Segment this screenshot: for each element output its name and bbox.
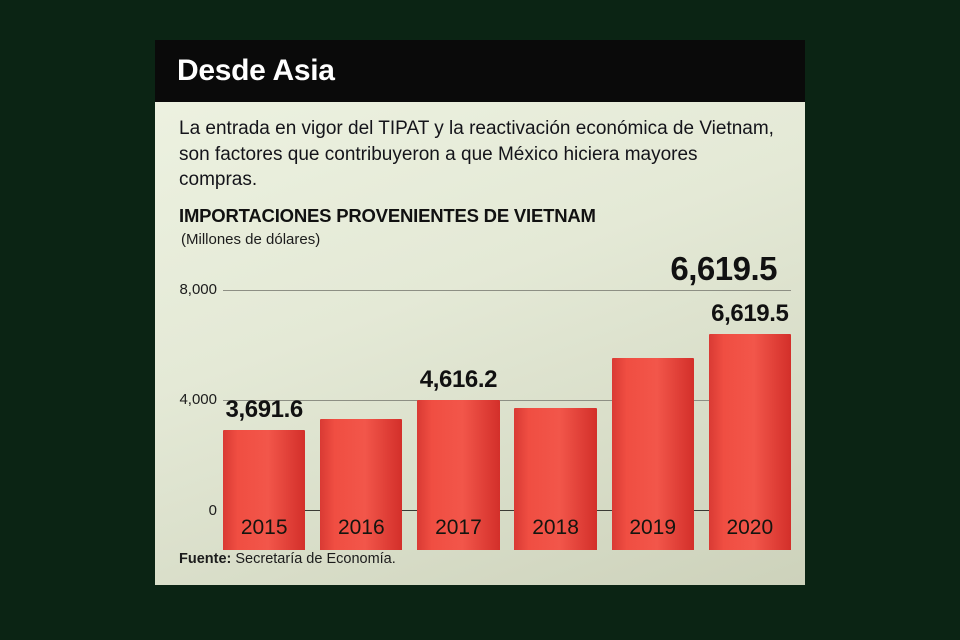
bar-slot-2015	[223, 290, 305, 550]
infographic-header	[155, 40, 805, 102]
bar-slot-2016	[320, 290, 402, 550]
xtick-2019: 2019	[629, 515, 677, 539]
ytick-label-8000: 8,000	[179, 280, 217, 298]
highlight-value-label: 6,619.5	[670, 249, 777, 287]
page-title: Desde Asia	[177, 54, 335, 87]
source-text: Secretaría de Economía.	[231, 551, 396, 567]
source-label: Fuente:	[179, 551, 232, 567]
bar-slot-2020	[709, 290, 791, 550]
infographic-card	[155, 40, 805, 585]
ytick-label-0: 0	[208, 501, 217, 519]
chart-subtitle: (Millones de dólares)	[181, 230, 321, 248]
bar-slot-2018	[514, 290, 596, 550]
bar-value-label-2017: 4,616.2	[419, 365, 498, 393]
xtick-2018: 2018	[532, 515, 579, 539]
xtick-2017: 2017	[435, 515, 482, 539]
x-axis-tick-labels	[223, 516, 791, 540]
bar-series	[223, 290, 791, 550]
bar-slot-2019	[612, 290, 694, 550]
chart-plot-area	[155, 250, 805, 550]
bar-value-label-2015: 3,691.6	[225, 395, 303, 423]
xtick-2016: 2016	[337, 515, 385, 539]
bar-value-label-2020: 6,619.5	[711, 299, 789, 327]
source-note	[179, 551, 396, 567]
deck-text: La entrada en vigor del TIPAT y la reactivación económica de Vietnam, son factores que contribuyeron a que México hiciera mayores compras.	[179, 118, 774, 191]
xtick-2015: 2015	[240, 515, 288, 539]
chart-title: IMPORTACIONES PROVENIENTES DE VIETNAM	[179, 204, 596, 226]
bar-slot-2017	[417, 290, 499, 550]
xtick-2020: 2020	[726, 515, 774, 539]
ytick-label-4000: 4,000	[179, 390, 217, 408]
